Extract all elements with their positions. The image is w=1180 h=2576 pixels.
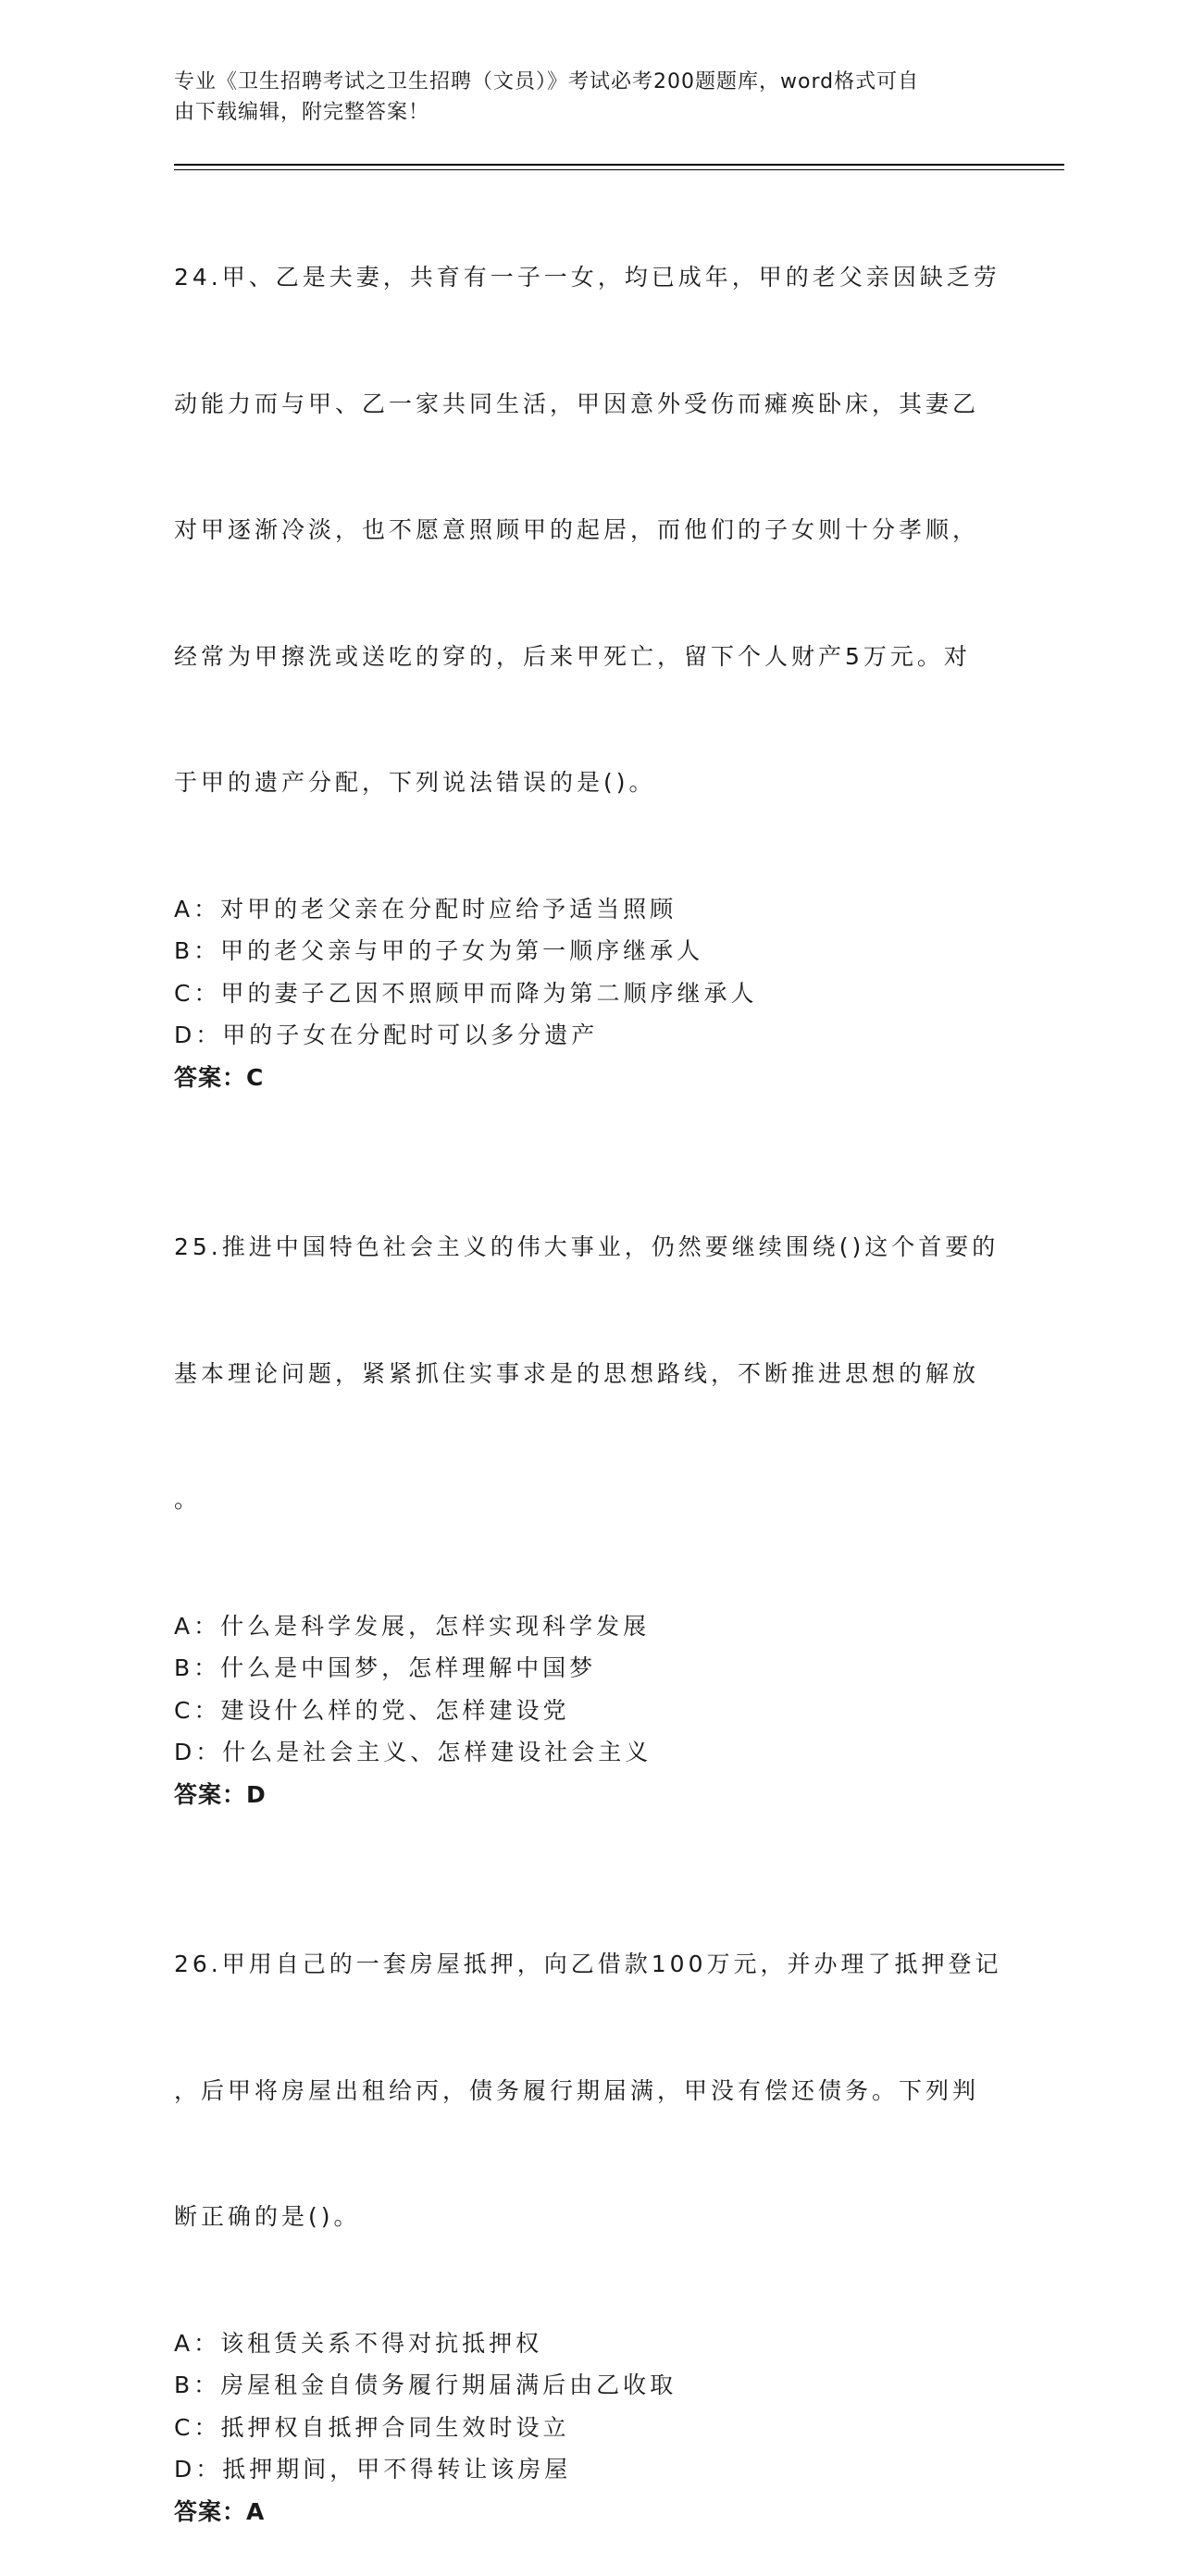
option-d: D：抵押期间，甲不得转让该房屋 [174,2456,572,2483]
stem-line: 对甲逐渐冷淡，也不愿意照顾甲的起居，而他们的子女则十分孝顺， [174,516,980,543]
header-rule-thick [174,164,1064,166]
stem-line: 25.推进中国特色社会主义的伟大事业，仍然要继续围绕()这个首要的 [174,1233,1000,1260]
stem-line: 基本理论问题，紧紧抓住实事求是的思想路线，不断推进思想的解放 [174,1359,980,1387]
question-stem [174,1859,1007,2322]
header-line-1: 专业《卫生招聘考试之卫生招聘（文员）》考试必考200题题库，word格式可自 [174,70,920,93]
question-item [174,1859,1007,2533]
question-stem [174,172,1007,888]
option-a: A：对甲的老父亲在分配时应给予适当照顾 [174,895,677,923]
stem-line: 动能力而与甲、乙一家共同生活，甲因意外受伤而瘫痪卧床，其妻乙 [174,390,980,417]
option-a: A：该租赁关系不得对抗抵押权 [174,2329,543,2357]
option-a: A：什么是科学发展，怎样实现科学发展 [174,1612,651,1640]
option-c: C：建设什么样的党、怎样建设党 [174,1696,570,1724]
option-c: C：甲的妻子乙因不照顾甲而降为第二顺序继承人 [174,979,758,1007]
question-item [174,172,1007,1098]
question-list [174,172,1007,2576]
header-rule-thin [174,169,1064,170]
stem-line: 24.甲、乙是夫妻，共育有一子一女，均已成年，甲的老父亲因缺乏劳 [174,264,1000,291]
option-d: D：什么是社会主义、怎样建设社会主义 [174,1739,652,1765]
stem-line: 。 [174,1486,202,1513]
header-line-2: 由下载编辑，附完整答案！ [174,101,430,124]
option-b: B：房屋租金自债务履行期届满后由乙收取 [174,2372,677,2398]
question-stem [174,1142,1007,1605]
question-item [174,1142,1007,1815]
answer-line: 答案：A [174,2497,266,2525]
option-b: B：什么是中国梦，怎样理解中国梦 [174,1654,597,1681]
document-header [174,67,1007,128]
answer-line: 答案：D [174,1780,267,1808]
stem-line: 经常为甲擦洗或送吃的穿的，后来甲死亡，留下个人财产5万元。对 [174,642,971,670]
stem-line: ，后甲将房屋出租给丙，债务履行期届满，甲没有偿还债务。下列判 [174,2076,980,2104]
stem-line: 于甲的遗产分配，下列说法错误的是()。 [174,769,656,796]
answer-line: 答案：C [174,1063,265,1091]
option-b: B：甲的老父亲与甲的子女为第一顺序继承人 [174,937,704,964]
stem-line: 断正确的是()。 [174,2203,361,2230]
option-c: C：抵押权自抵押合同生效时设立 [174,2413,570,2441]
option-d: D：甲的子女在分配时可以多分遗产 [174,1022,599,1048]
stem-line: 26.甲用自己的一套房屋抵押，向乙借款100万元，并办理了抵押登记 [174,1951,1002,1977]
